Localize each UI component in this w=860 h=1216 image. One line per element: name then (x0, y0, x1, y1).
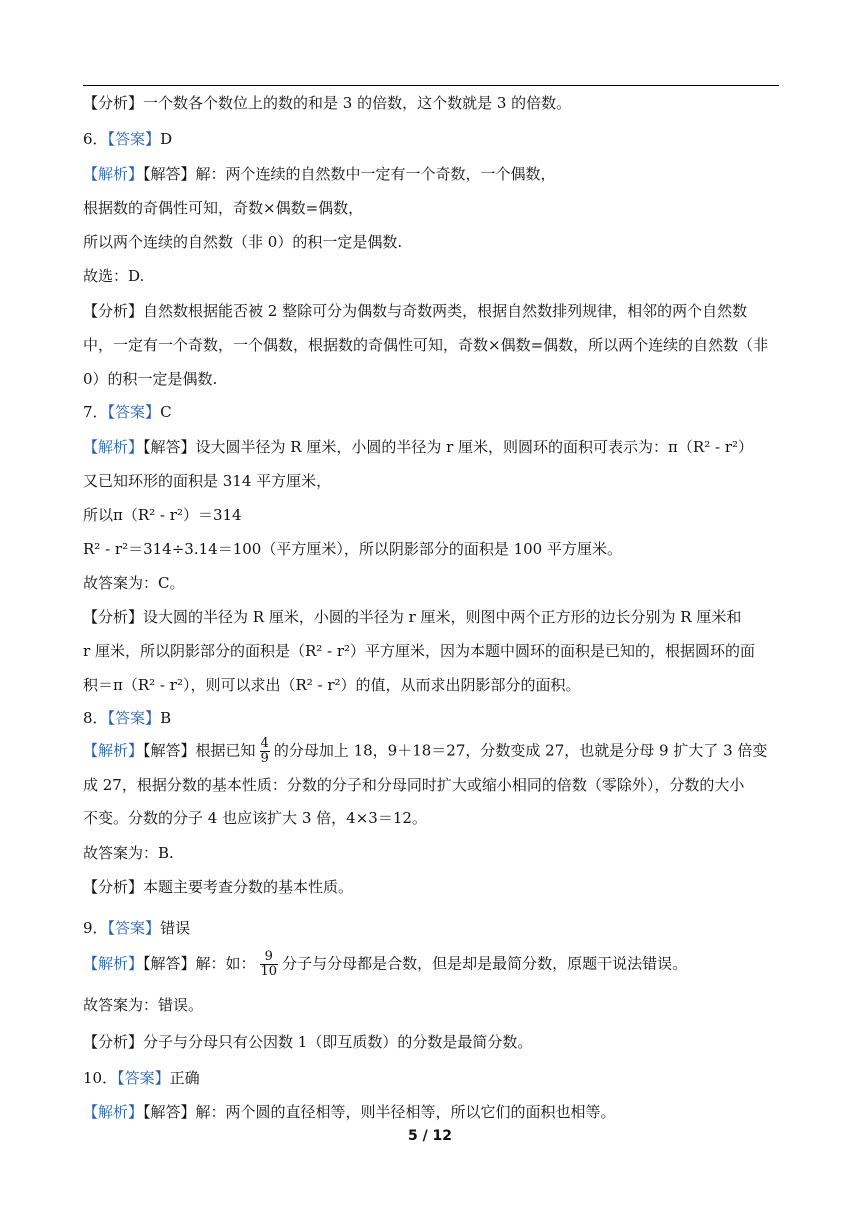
text-line (83, 301, 747, 321)
item-number: 10． (83, 1069, 118, 1087)
text-line (83, 918, 190, 938)
line-text: 故答案为：错误。 (83, 996, 204, 1014)
text-line (83, 737, 767, 766)
line-text: 错误 (160, 919, 191, 937)
text-line (83, 471, 331, 491)
text-line (83, 164, 556, 184)
header-rule (83, 85, 779, 86)
text-line (83, 198, 363, 218)
text-line (83, 641, 755, 661)
text-line (83, 775, 744, 795)
line-text: 所以π（R² - r²）＝314 (83, 506, 242, 524)
line-text: 【分析】设大圆的半径为 R 厘米，小圆的半径为 r 厘米，则图中两个正方形的边长分别为 R 厘米和 (83, 608, 742, 626)
line-text: 又已知环形的面积是 314 平方厘米， (83, 472, 332, 490)
fraction-denominator: 10 (260, 964, 278, 979)
section-tag: 【答案】 (107, 919, 161, 937)
fraction (260, 950, 279, 979)
section-tag: 【解析】 (83, 438, 144, 456)
line-text: 故答案为：C。 (83, 574, 185, 592)
text-line (83, 1102, 616, 1122)
text-line (83, 843, 174, 863)
section-tag: 【答案】 (107, 403, 161, 421)
line-text: 【分析】本题主要考查分数的基本性质。 (83, 878, 354, 896)
line-text: B (160, 709, 172, 727)
line-text: 【解答】设大圆半径为 R 厘米，小圆的半径为 r 厘米，则圆环的面积可表示为：π（R² - r²） (143, 438, 754, 456)
line-text: C (160, 403, 172, 421)
line-text: 【分析】自然数根据能否被 2 整除可分为偶数与奇数两类，根据自然数排列规律，相邻的两个自然数 (83, 302, 748, 320)
section-tag: 【答案】 (117, 1069, 170, 1087)
text-line (83, 950, 687, 979)
section-tag: 【答案】 (107, 130, 161, 148)
text-line (83, 573, 184, 593)
line-text: 【解答】解：如： (143, 954, 256, 973)
item-number: 6． (83, 130, 108, 148)
text-line (83, 607, 741, 627)
fraction-denominator: 9 (260, 751, 269, 766)
text-line (83, 539, 622, 559)
line-text: 成 27，根据分数的基本性质：分数的分子和分母同时扩大或缩小相同的倍数（零除外），分数的大小 (83, 776, 745, 794)
text-line (83, 369, 217, 389)
text-line (83, 1032, 532, 1052)
page-number: 5 / 12 (407, 1128, 453, 1144)
line-text: 不变。分数的分子 4 也应该扩大 3 倍，4×3＝12。 (83, 809, 427, 827)
line-text: 正确 (169, 1069, 200, 1087)
text-line (83, 402, 172, 422)
fraction (260, 737, 270, 766)
line-text: 故答案为：B. (83, 844, 174, 862)
line-text: 【解答】解：两个连续的自然数中一定有一个奇数，一个偶数， (143, 165, 556, 183)
line-text: R² - r²＝314÷3.14＝100（平方厘米），所以阴影部分的面积是 100 平方厘米。 (83, 540, 622, 558)
section-tag: 【解析】 (83, 1103, 144, 1121)
line-text: 【分析】分子与分母只有公因数 1（即互质数）的分数是最简分数。 (83, 1033, 533, 1051)
text-line (83, 129, 172, 149)
text-line (83, 232, 402, 252)
line-text: 中，一定有一个奇数，一个偶数，根据数的奇偶性可知，奇数×偶数=偶数，所以两个连续的自然数（非 (83, 336, 769, 354)
line-text: 【解答】根据已知 (143, 741, 256, 760)
section-tag: 【答案】 (107, 709, 161, 727)
line-text: 【分析】一个数各个数位上的数的和是 3 的倍数，这个数就是 3 的倍数。 (83, 94, 572, 112)
text-line (83, 708, 171, 728)
text-line (83, 505, 242, 525)
line-text: 故选：D. (83, 267, 145, 285)
item-number: 8． (83, 709, 108, 727)
text-line (83, 877, 353, 897)
text-line (83, 995, 203, 1015)
line-text: 【解答】解：两个圆的直径相等，则半径相等，所以它们的面积也相等。 (143, 1103, 616, 1121)
section-tag: 【解析】 (83, 165, 144, 183)
line-text: 积＝π（R² - r²），则可以求出（R² - r²）的值，从而求出阴影部分的面积。 (83, 676, 581, 694)
fraction-numerator: 9 (260, 950, 279, 965)
section-tag: 【解析】 (83, 741, 144, 760)
text-line (83, 335, 768, 355)
line-text: 所以两个连续的自然数（非 0）的积一定是偶数. (83, 233, 403, 251)
line-text: 根据数的奇偶性可知，奇数×偶数=偶数， (83, 199, 364, 217)
item-number: 7． (83, 403, 108, 421)
text-line (83, 437, 753, 457)
text-line (83, 675, 581, 695)
text-line (83, 808, 427, 828)
line-text-continued: 的分母加上 18，9＋18＝27，分数变成 27，也就是分母 9 扩大了 3 倍变 (273, 741, 768, 760)
line-text: r 厘米，所以阴影部分的面积是（R² - r²）平方厘米，因为本题中圆环的面积是已知的，根据圆环的面 (83, 642, 756, 660)
line-text: 0）的积一定是偶数. (83, 370, 218, 388)
line-text: D (160, 130, 173, 148)
text-line (83, 93, 571, 113)
text-line (83, 266, 144, 286)
item-number: 9． (83, 919, 108, 937)
section-tag: 【解析】 (83, 954, 144, 973)
line-text-continued: 分子与分母都是合数，但是却是最简分数，原题干说法错误。 (282, 954, 688, 973)
text-line (83, 1068, 200, 1088)
fraction-numerator: 4 (260, 736, 269, 751)
